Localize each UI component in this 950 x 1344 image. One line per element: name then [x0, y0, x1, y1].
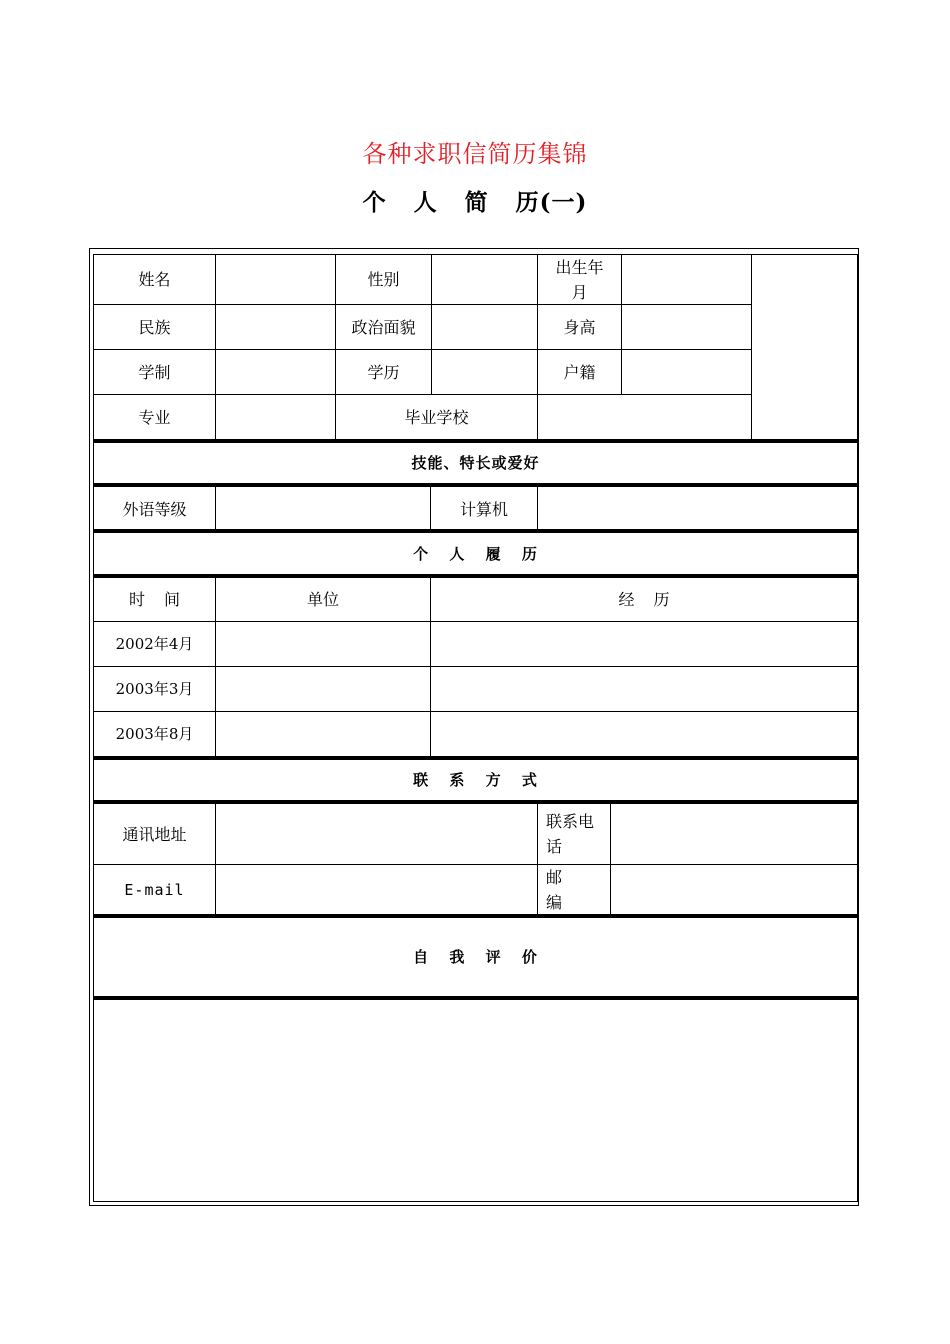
schooling-label: 学制: [93, 349, 215, 394]
history-col-time: 时 间: [93, 577, 215, 621]
name-label: 姓名: [93, 254, 215, 304]
phone-label-line2: 话: [546, 837, 563, 856]
household-label: 户籍: [537, 349, 621, 394]
education-label: 学历: [335, 349, 431, 394]
history-row-unit[interactable]: [215, 621, 430, 666]
gender-value[interactable]: [431, 254, 537, 304]
history-row-experience[interactable]: [430, 711, 858, 757]
phone-label-line1: 联系电: [546, 812, 595, 831]
postcode-label-line2: 编: [546, 893, 563, 912]
education-value[interactable]: [431, 349, 537, 394]
history-col-experience: 经 历: [430, 577, 858, 621]
major-value[interactable]: [215, 394, 335, 440]
height-value[interactable]: [621, 304, 751, 349]
photo-box[interactable]: [751, 254, 858, 440]
resume-subtitle: 个 人 简 历(一): [362, 189, 588, 216]
history-col-unit: 单位: [215, 577, 430, 621]
language-level-value[interactable]: [215, 486, 430, 531]
self-eval-header: 自 我 评 价: [93, 917, 858, 997]
major-label: 专业: [93, 394, 215, 440]
phone-value[interactable]: [610, 803, 858, 864]
history-row-experience[interactable]: [430, 666, 858, 711]
email-label: E-mail: [93, 864, 215, 915]
computer-value[interactable]: [537, 486, 858, 531]
postcode-label: [537, 864, 610, 915]
birth-label-line2: 月: [571, 282, 588, 302]
ethnicity-value[interactable]: [215, 304, 335, 349]
history-row-time: 2003年3月: [93, 666, 215, 711]
history-row-time: 2002年4月: [93, 621, 215, 666]
birth-label-line1: 出生年: [555, 257, 604, 277]
email-value[interactable]: [215, 864, 537, 915]
address-label: 通讯地址: [93, 803, 215, 864]
school-value[interactable]: [537, 394, 751, 440]
history-row-unit[interactable]: [215, 666, 430, 711]
skills-header: 技能、特长或爱好: [93, 442, 858, 484]
gender-label: 性别: [335, 254, 431, 304]
address-value[interactable]: [215, 803, 537, 864]
ethnicity-label: 民族: [93, 304, 215, 349]
history-row-unit[interactable]: [215, 711, 430, 757]
postcode-label-line1: 邮: [546, 868, 563, 887]
language-level-label: 外语等级: [93, 486, 215, 531]
history-row-experience[interactable]: [430, 621, 858, 666]
self-eval-body[interactable]: [93, 999, 858, 1202]
household-value[interactable]: [621, 349, 751, 394]
history-header: 个 人 履 历: [93, 532, 858, 575]
birth-value[interactable]: [621, 254, 751, 304]
postcode-value[interactable]: [610, 864, 858, 915]
phone-label: [537, 803, 610, 864]
school-label: 毕业学校: [335, 394, 537, 440]
schooling-value[interactable]: [215, 349, 335, 394]
birth-label: [537, 254, 621, 304]
name-value[interactable]: [215, 254, 335, 304]
computer-label: 计算机: [430, 486, 537, 531]
contact-header: 联 系 方 式: [93, 759, 858, 801]
history-row-time: 2003年8月: [93, 711, 215, 757]
resume-form: [89, 248, 859, 1206]
political-label: 政治面貌: [335, 304, 431, 349]
document-title: 各种求职信简历集锦: [362, 140, 588, 168]
political-value[interactable]: [431, 304, 537, 349]
height-label: 身高: [537, 304, 621, 349]
